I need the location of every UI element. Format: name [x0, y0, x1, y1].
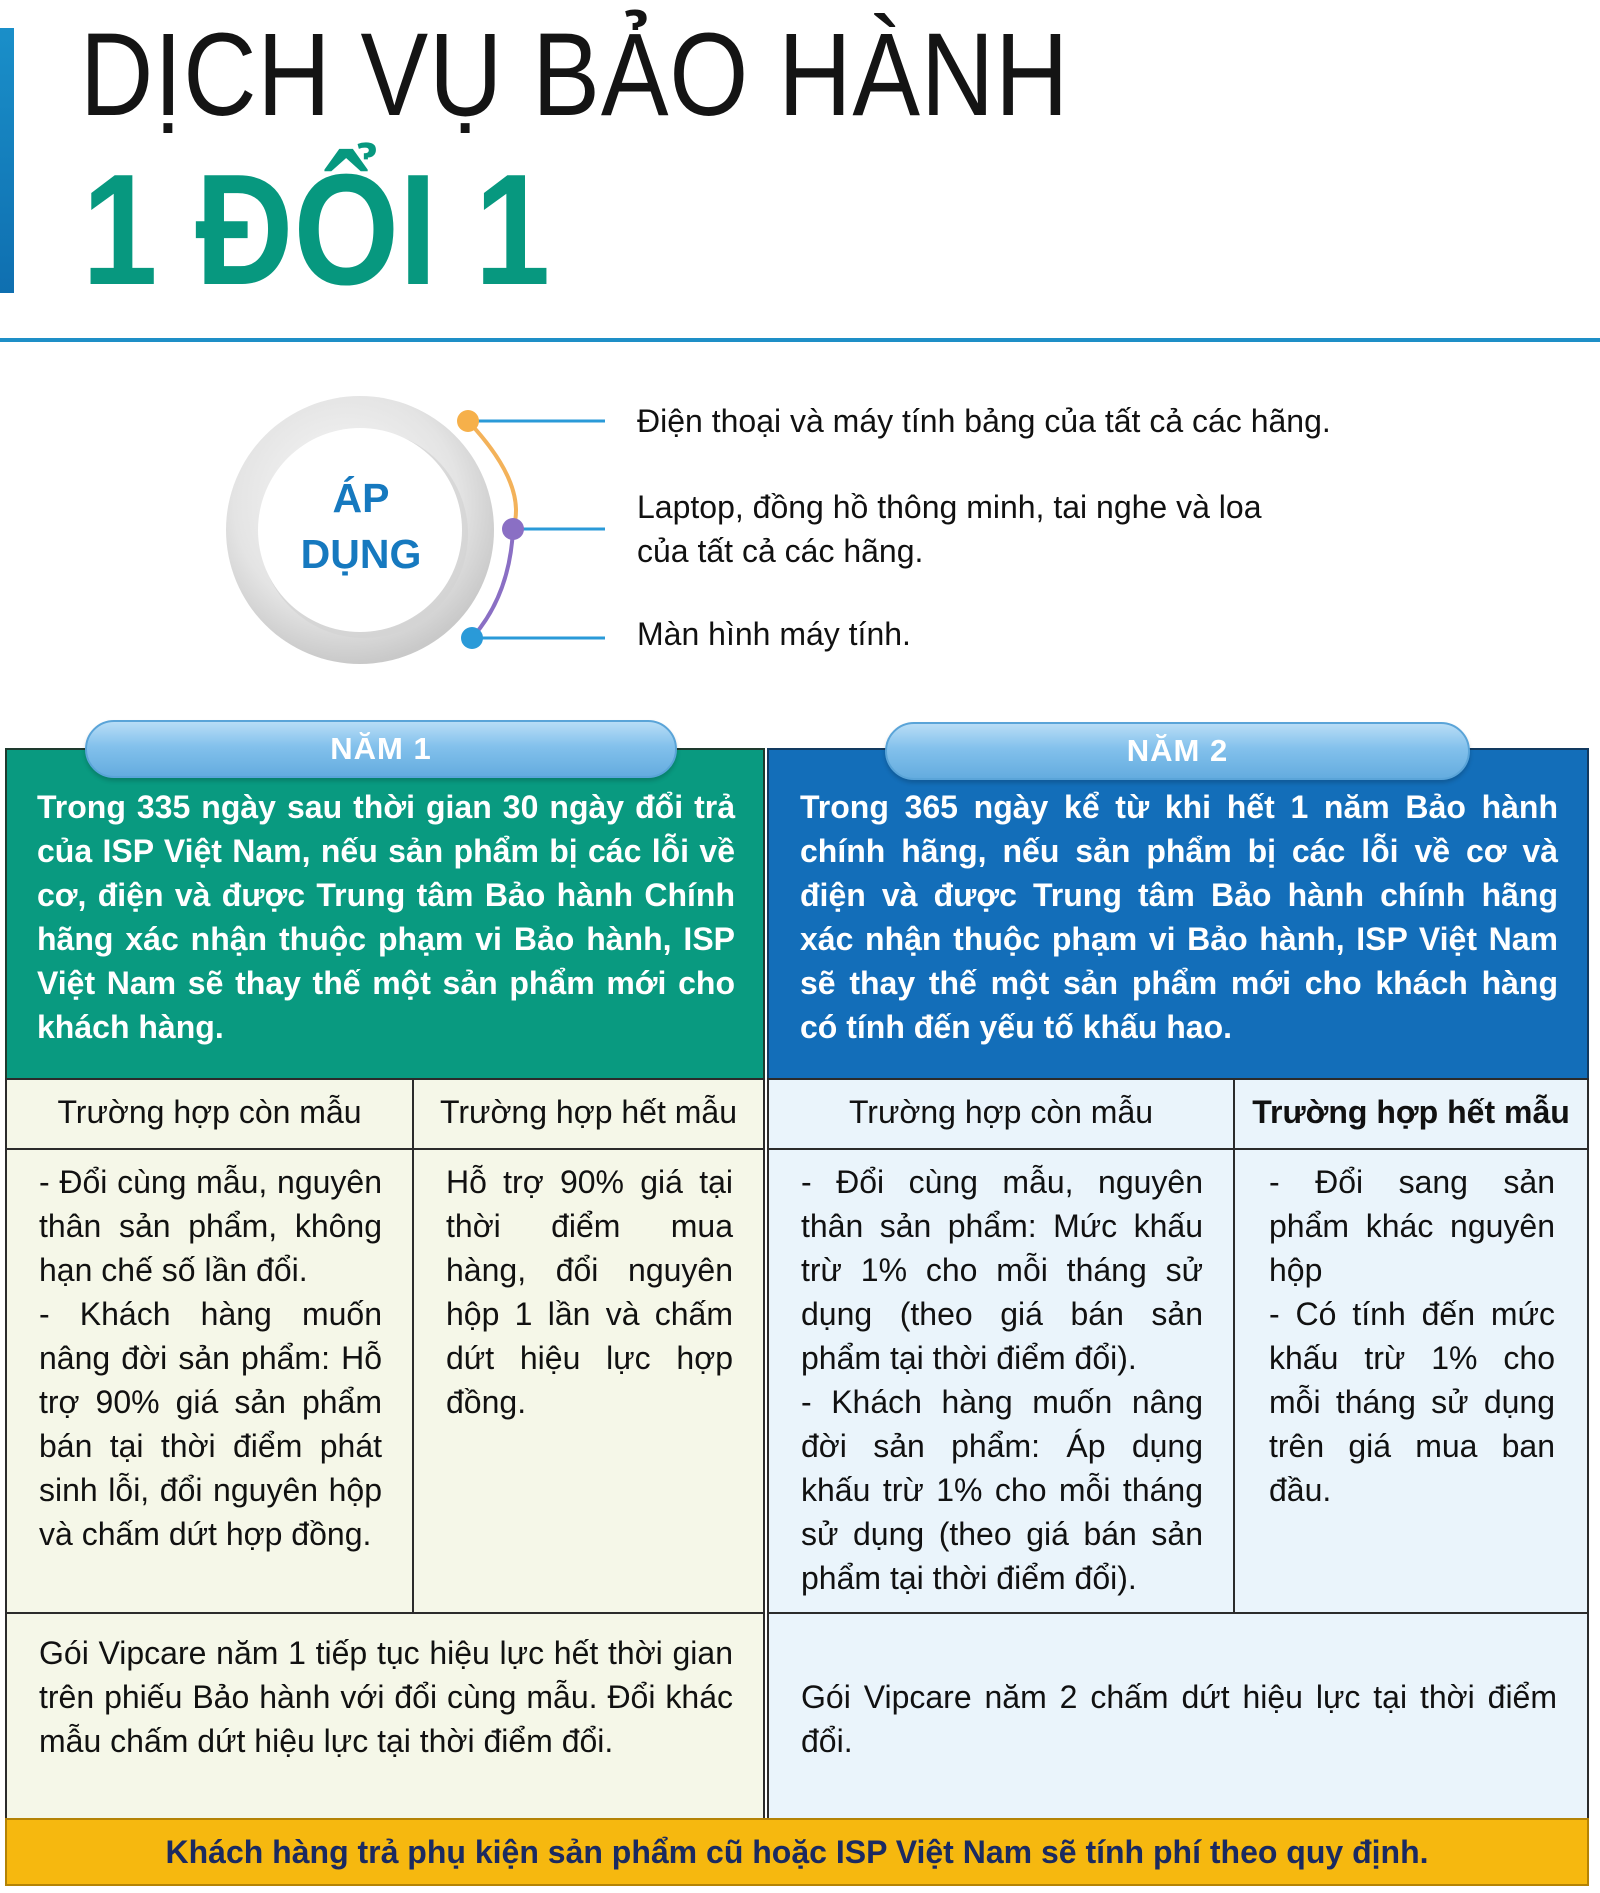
apply-item-text: của tất cả các hãng.	[637, 533, 924, 569]
year1-in-stock-body-line: - Khách hàng muốn nâng đời sản phẩm: Hỗ trợ 90% giá sản phẩm bán tại thời điểm phát sinh lỗi, đổi nguyên hộp và chấm dứt hợp đồng.	[39, 1296, 382, 1552]
year2-out-stock-heading-cell	[1233, 1078, 1589, 1150]
year1-out-stock-heading-cell	[412, 1078, 765, 1150]
orange-dot-marker	[457, 410, 479, 432]
year2-out-stock-body-line: - Có tính đến mức khấu trừ 1% cho mỗi tháng sử dụng trên giá mua ban đầu.	[1269, 1296, 1555, 1508]
apply-label-line2: DỤNG	[300, 531, 422, 577]
year2-in-stock-heading: Trường hợp còn mẫu	[848, 1094, 1154, 1130]
year2-out-stock-body-line: - Đổi sang sản phẩm khác nguyên hộp	[1269, 1164, 1555, 1288]
year1-in-stock-heading-cell	[5, 1078, 414, 1150]
apply-item-text: Điện thoại và máy tính bảng của tất cả các hãng.	[637, 403, 1331, 439]
header-divider	[0, 338, 1600, 342]
page-title: DỊCH VỤ BẢO HÀNH	[80, 9, 1070, 141]
purple-dot-marker	[502, 518, 524, 540]
blue-dot-marker	[461, 627, 483, 649]
year2-in-stock-body-line: - Khách hàng muốn nâng đời sản phẩm: Áp dụng khấu trừ 1% cho mỗi tháng sử dụng (theo giá bán sản phẩm tại thời điểm đổi).	[801, 1384, 1203, 1596]
year2-in-stock-body-line: - Đổi cùng mẫu, nguyên thân sản phẩm: Mức khấu trừ 1% cho mỗi tháng sử dụng (theo giá bán sản phẩm tại thời điểm đổi).	[801, 1164, 1203, 1376]
year2-out-stock-body	[1235, 1150, 1587, 1512]
apply-item-text: Laptop, đồng hồ thông minh, tai nghe và loa	[637, 489, 1262, 525]
year2-in-stock-heading-cell	[767, 1078, 1235, 1150]
year2-in-stock-cell	[767, 1148, 1235, 1614]
apply-item	[637, 399, 1331, 443]
year1-out-stock-cell	[412, 1148, 765, 1614]
year1-in-stock-body	[7, 1150, 412, 1556]
year2-out-stock-cell	[1233, 1148, 1589, 1614]
apply-label-line1: ÁP	[332, 475, 390, 521]
year1-out-stock-heading: Trường hợp hết mẫu	[440, 1094, 737, 1130]
year2-out-stock-heading: Trường hợp hết mẫu	[1252, 1094, 1570, 1130]
year2-in-stock-body	[769, 1150, 1233, 1600]
apply-item	[637, 612, 911, 656]
year1-in-stock-cell	[5, 1148, 414, 1614]
year1-vipcare-cell	[5, 1612, 765, 1820]
year2-pill-label: NĂM 2	[885, 722, 1470, 780]
apply-item-text: Màn hình máy tính.	[637, 616, 911, 652]
page-subtitle: 1 ĐỔI 1	[82, 142, 551, 318]
year1-vipcare-note: Gói Vipcare năm 1 tiếp tục hiệu lực hết thời gian trên phiếu Bảo hành với đổi cùng mẫu. Đổi khác mẫu chấm dứt hiệu lực tại thời điểm đổi.	[39, 1635, 733, 1759]
year1-in-stock-heading: Trường hợp còn mẫu	[57, 1094, 362, 1130]
year2-description: Trong 365 ngày kể từ khi hết 1 năm Bảo hành chính hãng, nếu sản phẩm bị các lỗi về cơ và điện và được Trung tâm Bảo hành chính hãng xác nhận thuộc phạm vi Bảo hành, ISP Việt Nam sẽ thay thế một sản phẩm mới cho khách hàng có tính đến yếu tố khấu hao.	[800, 789, 1558, 1045]
title-accent-bar	[0, 28, 14, 293]
year1-pill-label: NĂM 1	[85, 720, 677, 778]
year2-vipcare-note: Gói Vipcare năm 2 chấm dứt hiệu lực tại thời điểm đổi.	[801, 1679, 1557, 1759]
year1-description: Trong 335 ngày sau thời gian 30 ngày đổi trả của ISP Việt Nam, nếu sản phẩm bị các lỗi về cơ, điện và được Trung tâm Bảo hành Chính hãng xác nhận thuộc phạm vi Bảo hành, ISP Việt Nam sẽ thay thế một sản phẩm mới cho khách hàng.	[37, 789, 735, 1045]
apply-item	[637, 485, 1261, 573]
apply-label	[256, 470, 466, 582]
footer-note: Khách hàng trả phụ kiện sản phẩm cũ hoặc ISP Việt Nam sẽ tính phí theo quy định.	[5, 1818, 1589, 1886]
year1-in-stock-body-line: - Đổi cùng mẫu, nguyên thân sản phẩm, không hạn chế số lần đổi.	[39, 1164, 382, 1288]
year2-vipcare-cell	[767, 1612, 1589, 1820]
year1-out-stock-body: Hỗ trợ 90% giá tại thời điểm mua hàng, đổi nguyên hộp 1 lần và chấm dứt hiệu lực hợp đồng.	[446, 1164, 733, 1420]
